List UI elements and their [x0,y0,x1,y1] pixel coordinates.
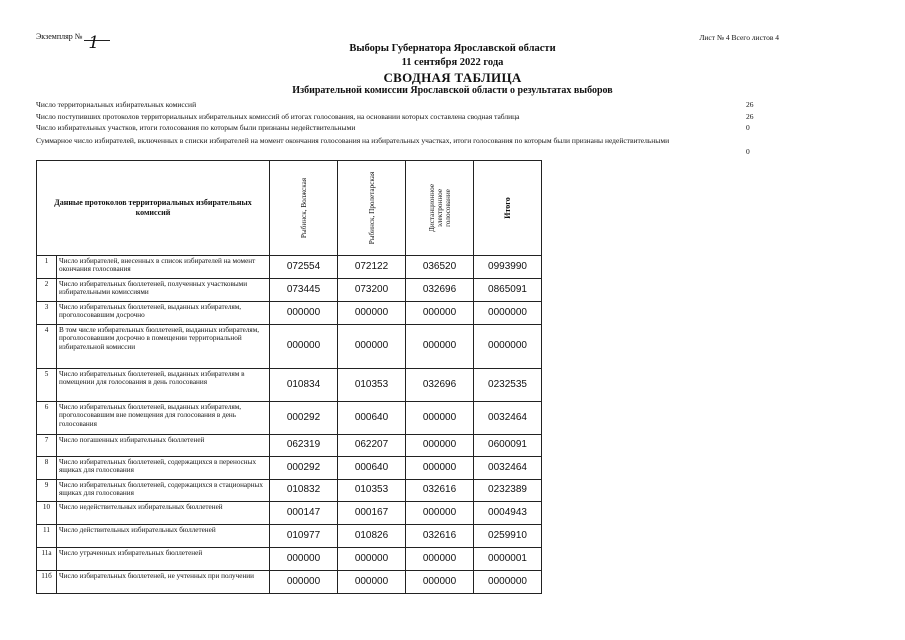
cell-value: 062319 [270,435,338,457]
table-row [37,279,542,302]
table-row [37,256,542,279]
row-number: 11а [37,548,57,571]
cell-value: 000640 [338,457,406,480]
cell-value: 010834 [270,369,338,402]
row-number: 5 [37,369,57,402]
row-label: Число утраченных избирательных бюллетеней [57,548,270,571]
cell-value: 000640 [338,402,406,435]
cell-value: 000292 [270,457,338,480]
cell-value: 000000 [270,548,338,571]
column-header [474,161,542,256]
column-header [406,161,474,256]
cell-value: 000000 [406,502,474,525]
cell-value: 0232389 [474,480,542,502]
column-header-label: Итого [502,196,512,219]
row-label: Число действительных избирательных бюллетеней [57,525,270,548]
summary-value: 26 [746,112,754,121]
results-table [36,160,542,594]
copy-label: Экземпляр № [36,32,83,41]
row-number: 1 [37,256,57,279]
column-header [270,161,338,256]
cell-value: 000292 [270,402,338,435]
cell-value: 0000000 [474,302,542,325]
row-label: Число избирательных бюллетеней, содержащихся в стационарных ящиках для голосования [57,480,270,502]
cell-value: 072122 [338,256,406,279]
cell-value: 010832 [270,480,338,502]
row-number: 11б [37,571,57,594]
cell-value: 0000000 [474,325,542,369]
table-head-main: Данные протоколов территориальных избирательных комиссий [37,161,270,256]
cell-value: 032616 [406,480,474,502]
row-number: 2 [37,279,57,302]
row-label: Число избирательных бюллетеней, полученных участковыми избирательными комиссиями [57,279,270,302]
row-label: Число избирательных бюллетеней, выданных избирателям, проголосовавшим вне помещения для голосования в день голосования [57,402,270,435]
cell-value: 0032464 [474,457,542,480]
summary-value: 26 [746,100,754,109]
cell-value: 000000 [338,548,406,571]
column-header-label: Рыбинск, Пролетарская [367,171,376,244]
cell-value: 000000 [338,302,406,325]
table-row [37,548,542,571]
cell-value: 0865091 [474,279,542,302]
cell-value: 000000 [406,325,474,369]
cell-value: 000000 [406,571,474,594]
election-date: 11 сентября 2022 года [401,57,504,68]
row-number: 4 [37,325,57,369]
cell-value: 000000 [270,571,338,594]
row-label: Число недействительных избирательных бюллетеней [57,502,270,525]
cell-value: 000000 [406,402,474,435]
cell-value: 0000001 [474,548,542,571]
column-header-label: Дистанционное электронное голосование [427,183,452,232]
column-header-label: Рыбинск, Волжская [299,177,308,238]
table-row [37,402,542,435]
summary-value: 0 [746,147,750,156]
cell-value: 000000 [270,302,338,325]
cell-value: 010353 [338,480,406,502]
cell-value: 000147 [270,502,338,525]
cell-value: 0993990 [474,256,542,279]
row-label: В том числе избирательных бюллетеней, выданных избирателям, проголосовавшим досрочно в помещении территориальной избирательной комиссии [57,325,270,369]
summary-row: Число поступивших протоколов территориальных избирательных комиссий об итогах голосования, на основании которых составлена сводная таблица [36,112,520,121]
table-row [37,435,542,457]
cell-value: 010826 [338,525,406,548]
cell-value: 000000 [270,325,338,369]
table-row [37,571,542,594]
row-label: Число избирателей, внесенных в список избирателей на момент окончания голосования [57,256,270,279]
cell-value: 073445 [270,279,338,302]
cell-value: 072554 [270,256,338,279]
cell-value: 000000 [338,325,406,369]
commission-title: Избирательной комиссии Ярославской области о результатах выборов [292,85,613,96]
row-label: Число избирательных бюллетеней, выданных избирателям в помещении для голосования в день голосования [57,369,270,402]
table-row [37,457,542,480]
cell-value: 032616 [406,525,474,548]
row-number: 6 [37,402,57,435]
cell-value: 000000 [406,435,474,457]
copy-number-label [36,30,110,53]
summary-row: Число территориальных избирательных комиссий [36,100,197,109]
cell-value: 062207 [338,435,406,457]
row-number: 3 [37,302,57,325]
summary-row: Число избирательных участков, итоги голосования по которым были признаны недействительными [36,123,356,132]
cell-value: 036520 [406,256,474,279]
summary-row: Суммарное число избирателей, включенных в списки избирателей на момент окончания голосования на избирательных участках, итоги голосования по которым были признаны недействительными [36,136,670,145]
cell-value: 000000 [406,457,474,480]
row-label: Число избирательных бюллетеней, содержащихся в переносных ящиках для голосования [57,457,270,480]
cell-value: 032696 [406,279,474,302]
row-number: 11 [37,525,57,548]
cell-value: 0032464 [474,402,542,435]
table-row [37,325,542,369]
table-row [37,480,542,502]
cell-value: 032696 [406,369,474,402]
cell-value: 0232535 [474,369,542,402]
table-row [37,502,542,525]
table-row [37,302,542,325]
cell-value: 000000 [406,302,474,325]
document-type: СВОДНАЯ ТАБЛИЦА [383,70,522,85]
table-row [37,369,542,402]
row-number: 7 [37,435,57,457]
sheet-info: Лист № 4 Всего листов 4 [699,33,779,42]
table-row [37,525,542,548]
row-number: 9 [37,480,57,502]
cell-value: 010353 [338,369,406,402]
row-number: 10 [37,502,57,525]
column-header [338,161,406,256]
cell-value: 000000 [338,571,406,594]
row-number: 8 [37,457,57,480]
cell-value: 0600091 [474,435,542,457]
cell-value: 010977 [270,525,338,548]
row-label: Число избирательных бюллетеней, выданных избирателям, проголосовавшим досрочно [57,302,270,325]
election-title: Выборы Губернатора Ярославской области [349,43,556,54]
cell-value: 0000000 [474,571,542,594]
cell-value: 0259910 [474,525,542,548]
summary-value: 0 [746,123,750,132]
row-label: Число погашенных избирательных бюллетеней [57,435,270,457]
cell-value: 073200 [338,279,406,302]
cell-value: 000167 [338,502,406,525]
copy-number: 1 [88,33,100,53]
cell-value: 0004943 [474,502,542,525]
row-label: Число избирательных бюллетеней, не учтенных при получении [57,571,270,594]
cell-value: 000000 [406,548,474,571]
